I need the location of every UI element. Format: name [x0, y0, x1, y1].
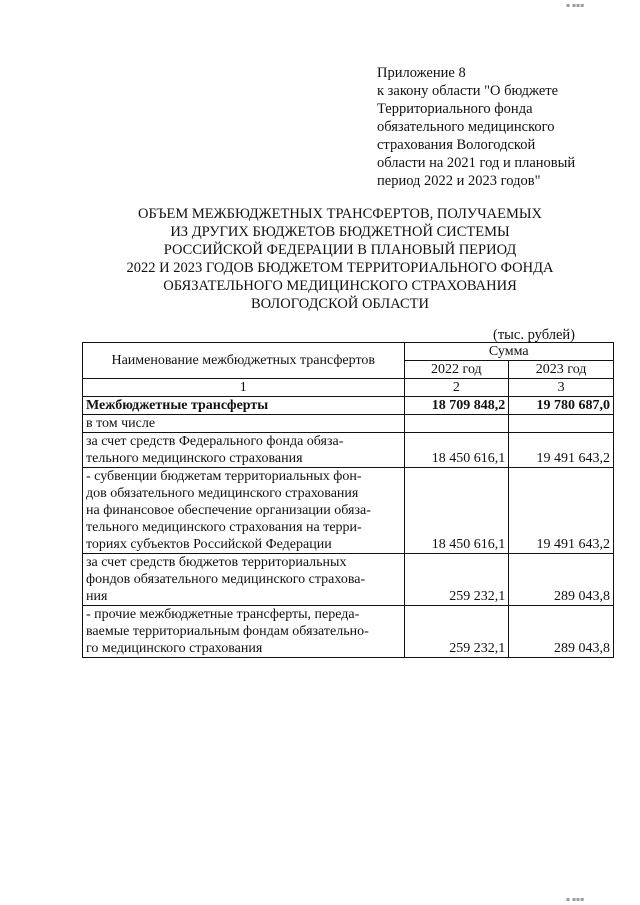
- column-number-1: 1: [83, 379, 405, 397]
- row-name-cell: [83, 606, 405, 658]
- header-name-cell: Наименование межбюджетных трансфертов: [83, 343, 405, 379]
- row-name-line: ториях субъектов Российской Федерации: [86, 537, 332, 552]
- row-name-cell: [83, 554, 405, 606]
- column-number-2: 2: [404, 379, 509, 397]
- table-row: [83, 468, 614, 554]
- units-label: (тыс. рублей): [493, 327, 575, 343]
- row-name-line: ваемые территориальным фондам обязательно-: [86, 624, 369, 639]
- document-title: [60, 205, 620, 313]
- appendix-line: Приложение 8: [377, 65, 466, 81]
- title-line: ИЗ ДРУГИХ БЮДЖЕТОВ БЮДЖЕТНОЙ СИСТЕМЫ: [170, 224, 510, 240]
- row-name-line: дов обязательного медицинского страхования: [86, 486, 359, 501]
- row-name-line: за счет средств бюджетов территориальных: [86, 555, 347, 570]
- table-header-row: [83, 343, 614, 361]
- row-name-cell: [83, 415, 405, 433]
- title-line: ОБЯЗАТЕЛЬНОГО МЕДИЦИНСКОГО СТРАХОВАНИЯ: [163, 278, 517, 294]
- appendix-line: Территориального фонда: [377, 101, 533, 117]
- header-year-2023: 2023 год: [509, 361, 614, 379]
- row-value-2022: 259 232,1: [404, 606, 509, 658]
- row-value-2022: 18 450 616,1: [404, 468, 509, 554]
- table-row: [83, 606, 614, 658]
- scan-artifact-mark: ▪ ▪▪▪: [566, 896, 585, 903]
- row-value-2022: 18 709 848,2: [404, 397, 509, 415]
- row-value-2023: [509, 415, 614, 433]
- table-body: [83, 397, 614, 658]
- title-line: ВОЛОГОДСКОЙ ОБЛАСТИ: [251, 296, 429, 312]
- row-name-line: ния: [86, 589, 108, 604]
- row-value-2023: 289 043,8: [509, 606, 614, 658]
- table-row: [83, 415, 614, 433]
- appendix-line: страхования Вологодской: [377, 137, 536, 153]
- title-line: ОБЪЕМ МЕЖБЮДЖЕТНЫХ ТРАНСФЕРТОВ, ПОЛУЧАЕМЫХ: [138, 206, 542, 222]
- row-name-line: за счет средств Федерального фонда обяза-: [86, 434, 344, 449]
- row-value-2023: 19 780 687,0: [509, 397, 614, 415]
- row-name-cell: [83, 397, 405, 415]
- row-value-2022: 18 450 616,1: [404, 433, 509, 468]
- header-year-2022: 2022 год: [404, 361, 509, 379]
- scan-artifact-mark: ▪ ▪▪▪: [566, 2, 585, 9]
- row-name-line: на финансовое обеспечение организации обяза-: [86, 503, 371, 518]
- appendix-line: к закону области "О бюджете: [377, 83, 559, 99]
- row-name-line: - субвенции бюджетам территориальных фон-: [86, 469, 362, 484]
- row-name-line: тельного медицинского страхования на терри-: [86, 520, 362, 535]
- appendix-header: [377, 64, 617, 190]
- table-row: [83, 397, 614, 415]
- appendix-line: области на 2021 год и плановый: [377, 155, 576, 171]
- row-value-2023: 19 491 643,2: [509, 433, 614, 468]
- title-line: 2022 И 2023 ГОДОВ БЮДЖЕТОМ ТЕРРИТОРИАЛЬНОГО ФОНДА: [126, 260, 554, 276]
- row-value-2022: 259 232,1: [404, 554, 509, 606]
- row-name-line: го медицинского страхования: [86, 641, 263, 656]
- row-name-line: тельного медицинского страхования: [86, 451, 303, 466]
- appendix-line: обязательного медицинского: [377, 119, 555, 135]
- column-number-3: 3: [509, 379, 614, 397]
- transfers-table: [82, 342, 614, 658]
- appendix-line: период 2022 и 2023 годов": [377, 173, 541, 189]
- row-name-cell: [83, 468, 405, 554]
- row-name-line: Межбюджетные трансферты: [86, 398, 269, 413]
- row-name-line: фондов обязательного медицинского страхова-: [86, 572, 366, 587]
- row-value-2023: 19 491 643,2: [509, 468, 614, 554]
- table-column-numbers-row: [83, 379, 614, 397]
- row-name-line: в том числе: [86, 416, 156, 431]
- row-name-cell: [83, 433, 405, 468]
- title-line: РОССИЙСКОЙ ФЕДЕРАЦИИ В ПЛАНОВЫЙ ПЕРИОД: [163, 242, 517, 258]
- table-row: [83, 554, 614, 606]
- row-value-2022: [404, 415, 509, 433]
- table-row: [83, 433, 614, 468]
- row-name-line: - прочие межбюджетные трансферты, переда-: [86, 607, 360, 622]
- header-sum-cell: Сумма: [404, 343, 614, 361]
- row-value-2023: 289 043,8: [509, 554, 614, 606]
